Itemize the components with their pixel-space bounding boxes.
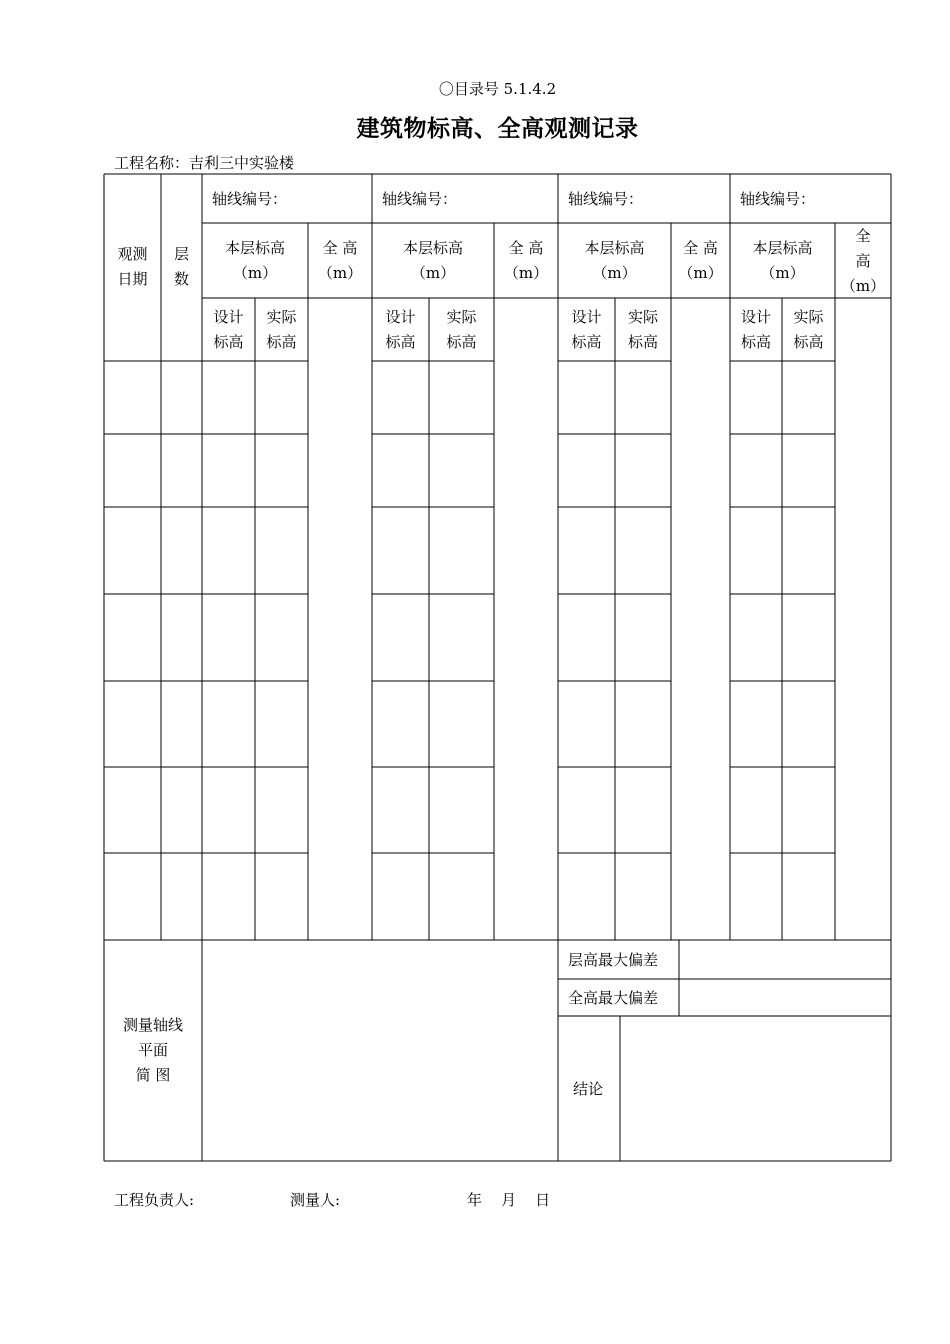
project-name: 工程名称：吉利三中实验楼 [114,154,295,172]
floor-elev-header-3: 本层标高 （m） [584,239,645,282]
design-elev-header-1: 设计 标高 [213,308,244,351]
actual-elev-header-2: 实际 标高 [446,308,477,351]
floor-max-deviation-field[interactable] [680,941,890,978]
actual-elev-header-3: 实际 标高 [627,308,658,351]
axis-label-1: 轴线编号： [212,190,288,208]
data-row-lines [104,434,835,853]
full-max-deviation-label: 全高最大偏差 [568,989,659,1007]
conclusion-field[interactable] [621,1017,890,1160]
surveyor-label: 测量人: [290,1191,341,1209]
actual-elev-header-1: 实际 标高 [266,308,297,351]
full-max-deviation-field[interactable] [680,980,890,1015]
axis-label-2: 轴线编号： [382,190,458,208]
floor-elev-header-1: 本层标高 （m） [224,239,285,282]
full-height-header-3: 全 高 （m） [678,239,723,282]
floor-elev-header-2: 本层标高 （m） [402,239,463,282]
sketch-area[interactable] [203,941,557,1160]
col-header-date: 观测 日期 [117,245,148,288]
axis-label-3: 轴线编号： [568,190,644,208]
col-header-floor: 层 数 [173,245,189,288]
catalog-number: 〇目录号 5.1.4.2 [438,80,557,98]
floor-elev-header-4: 本层标高 （m） [752,239,813,282]
conclusion-label: 结论 [573,1080,604,1098]
floor-max-deviation-label: 层高最大偏差 [568,951,659,969]
design-elev-header-2: 设计 标高 [385,308,416,351]
design-elev-header-4: 设计 标高 [740,308,771,351]
actual-elev-header-4: 实际 标高 [793,308,824,351]
design-elev-header-3: 设计 标高 [571,308,602,351]
full-height-header-4: 全 高 （m） [840,227,886,295]
axis-label-4: 轴线编号： [740,190,816,208]
page-title: 建筑物标高、全高观测记录 [356,116,639,142]
full-height-header-1: 全 高 （m） [317,239,363,282]
project-manager-label: 工程负责人: [114,1191,195,1209]
date-label: 年 月 日 [467,1191,551,1209]
sketch-label: 测量轴线 平面 简 图 [122,1016,183,1084]
full-height-header-2: 全 高 （m） [503,239,549,282]
